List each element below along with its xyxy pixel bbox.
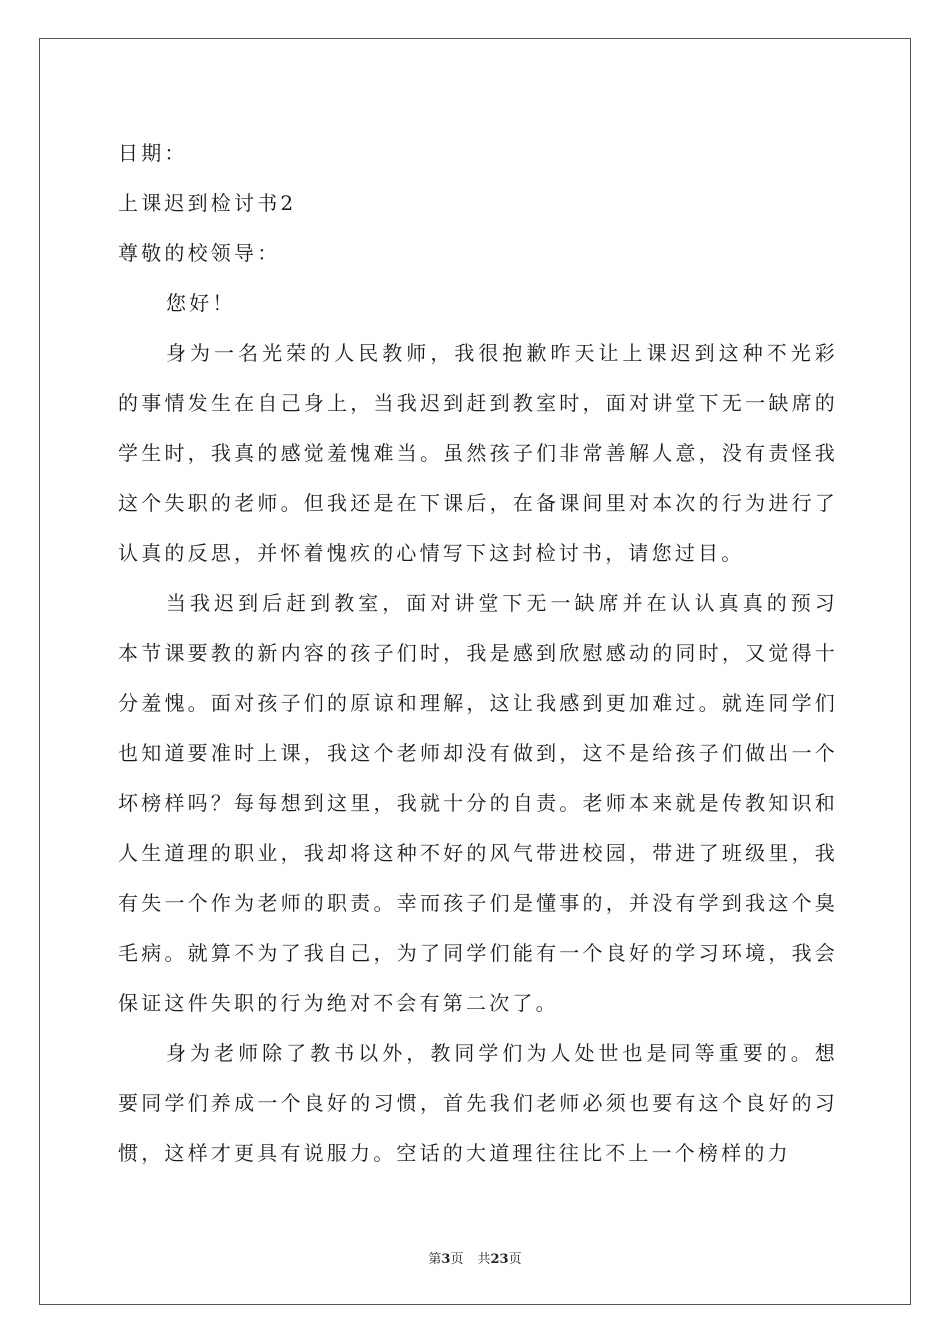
page-suffix: 页 xyxy=(450,1252,464,1267)
paragraph-1: 身为一名光荣的人民教师，我很抱歉昨天让上课迟到这种不光彩的事情发生在自己身上，当我迟到赶到教室时，面对讲堂下无一缺席的学生时，我真的感觉羞愧难当。虽然孩子们非常善解人意，没有责怪我这个失职的老师。但我还是在下课后，在备课间里对本次的行为进行了认真的反思，并怀着愧疚的心情写下这封检讨书，请您过目。 xyxy=(118,341,838,565)
page-number: 3 xyxy=(441,1252,451,1267)
salutation: 尊敬的校领导： xyxy=(118,241,281,265)
page-footer xyxy=(0,1248,950,1267)
paragraph-2: 当我迟到后赶到教室，面对讲堂下无一缺席并在认认真真的预习本节课要教的新内容的孩子们时，我是感到欣慰感动的同时，又觉得十分羞愧。面对孩子们的原谅和理解，这让我感到更加难过。就连同学们也知道要准时上课，我这个老师却没有做到，这不是给孩子们做出一个坏榜样吗？每每想到这里，我就十分的自责。老师本来就是传教知识和人生道理的职业，我却将这种不好的风气带进校园，带进了班级里，我有失一个作为老师的职责。幸而孩子们是懂事的，并没有学到我这个臭毛病。就算不为了我自己，为了同学们能有一个良好的学习环境，我会保证这件失职的行为绝对不会有第二次了。 xyxy=(118,591,838,1015)
page-prefix: 第 xyxy=(428,1252,442,1267)
date-label: 日期： xyxy=(118,141,188,165)
total-prefix: 共 xyxy=(477,1252,491,1267)
document-title: 上课迟到检讨书2 xyxy=(118,191,297,215)
document-body xyxy=(118,128,838,1178)
total-suffix: 页 xyxy=(508,1252,522,1267)
total-pages: 23 xyxy=(490,1252,509,1267)
paragraph-3: 身为老师除了教书以外，教同学们为人处世也是同等重要的。想要同学们养成一个良好的习惯，首先我们老师必须也要有这个良好的习惯，这样才更具有说服力。空话的大道理往往比不上一个榜样的力 xyxy=(118,1041,838,1165)
greeting: 您好！ xyxy=(166,291,236,315)
